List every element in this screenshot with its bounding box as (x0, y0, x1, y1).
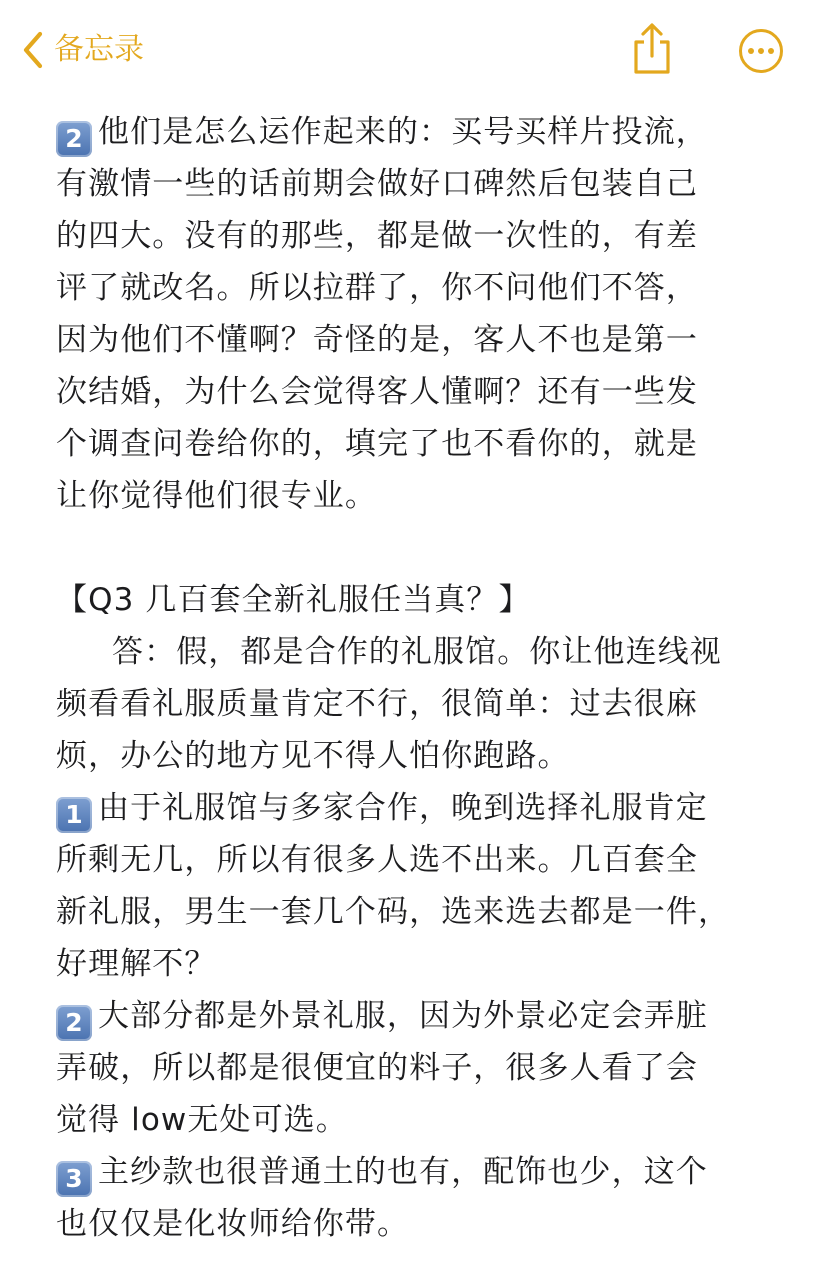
note-line: 次结婚，为什么会觉得客人懂啊？还有一些发 (56, 374, 698, 410)
list-item-1-dresses (56, 782, 796, 990)
note-line: 有激情一些的话前期会做好口碑然后包装自己 (56, 166, 698, 202)
note-line: 烦，办公的地方见不得人怕你跑路。 (56, 738, 570, 774)
note-line: 弄破，所以都是很便宜的料子，很多人看了会 (56, 1050, 698, 1086)
note-line: 新礼服，男生一套几个码，选来选去都是一件， (56, 894, 731, 930)
note-line (56, 106, 796, 158)
back-button[interactable] (22, 26, 144, 74)
note-line: 也仅仅是化妆师给你带。 (56, 1206, 410, 1242)
note-line: 觉得 low无处可选。 (56, 1102, 348, 1138)
blank-line (56, 522, 796, 574)
note-line-text: 大部分都是外景礼服，因为外景必定会弄脏 (98, 998, 708, 1034)
note-line: 频看看礼服质量肯定不行，很简单：过去很麻 (56, 686, 698, 722)
note-line-text: 由于礼服馆与多家合作，晚到选择礼服肯定 (98, 790, 708, 826)
list-item-2-outdoor (56, 990, 796, 1146)
note-line-text: 主纱款也很普通土的也有，配饰也少，这个 (98, 1154, 708, 1190)
note-body[interactable] (56, 106, 796, 1250)
note-line (56, 990, 796, 1042)
note-line: 因为他们不懂啊？奇怪的是，客人不也是第一 (56, 322, 698, 358)
note-line: 的四大。没有的那些，都是做一次性的，有差 (56, 218, 698, 254)
note-line: 让你觉得他们很专业。 (56, 478, 377, 514)
share-icon (630, 22, 674, 76)
back-label: 备忘录 (54, 32, 144, 67)
note-line: 个调查问卷给你的，填完了也不看你的，就是 (56, 426, 698, 462)
note-line: 所剩无几，所以有很多人选不出来。几百套全 (56, 842, 698, 878)
chevron-left-icon (22, 31, 44, 69)
answer-paragraph (56, 626, 796, 782)
more-button[interactable] (738, 28, 784, 74)
section-heading-q3: 【Q3 几百套全新礼服任当真？】 (56, 582, 531, 618)
note-line: 答：假，都是合作的礼服馆。你让他连线视 (112, 634, 722, 670)
note-line-text: 他们是怎么运作起来的：买号买样片投流， (98, 114, 708, 150)
navigation-bar (0, 0, 828, 100)
keycap-2-icon: 2 (56, 121, 92, 157)
share-button[interactable] (630, 22, 674, 76)
ellipsis-circle-icon (738, 28, 784, 74)
note-line: 评了就改名。所以拉群了，你不问他们不答， (56, 270, 698, 306)
list-item-3-gowns (56, 1146, 796, 1250)
note-line (56, 1146, 796, 1198)
keycap-2-icon: 2 (56, 1005, 92, 1041)
note-line: 好理解不？ (56, 946, 217, 982)
keycap-3-icon: 3 (56, 1161, 92, 1197)
note-line (56, 782, 796, 834)
keycap-1-icon: 1 (56, 797, 92, 833)
list-item-2-operation (56, 106, 796, 522)
